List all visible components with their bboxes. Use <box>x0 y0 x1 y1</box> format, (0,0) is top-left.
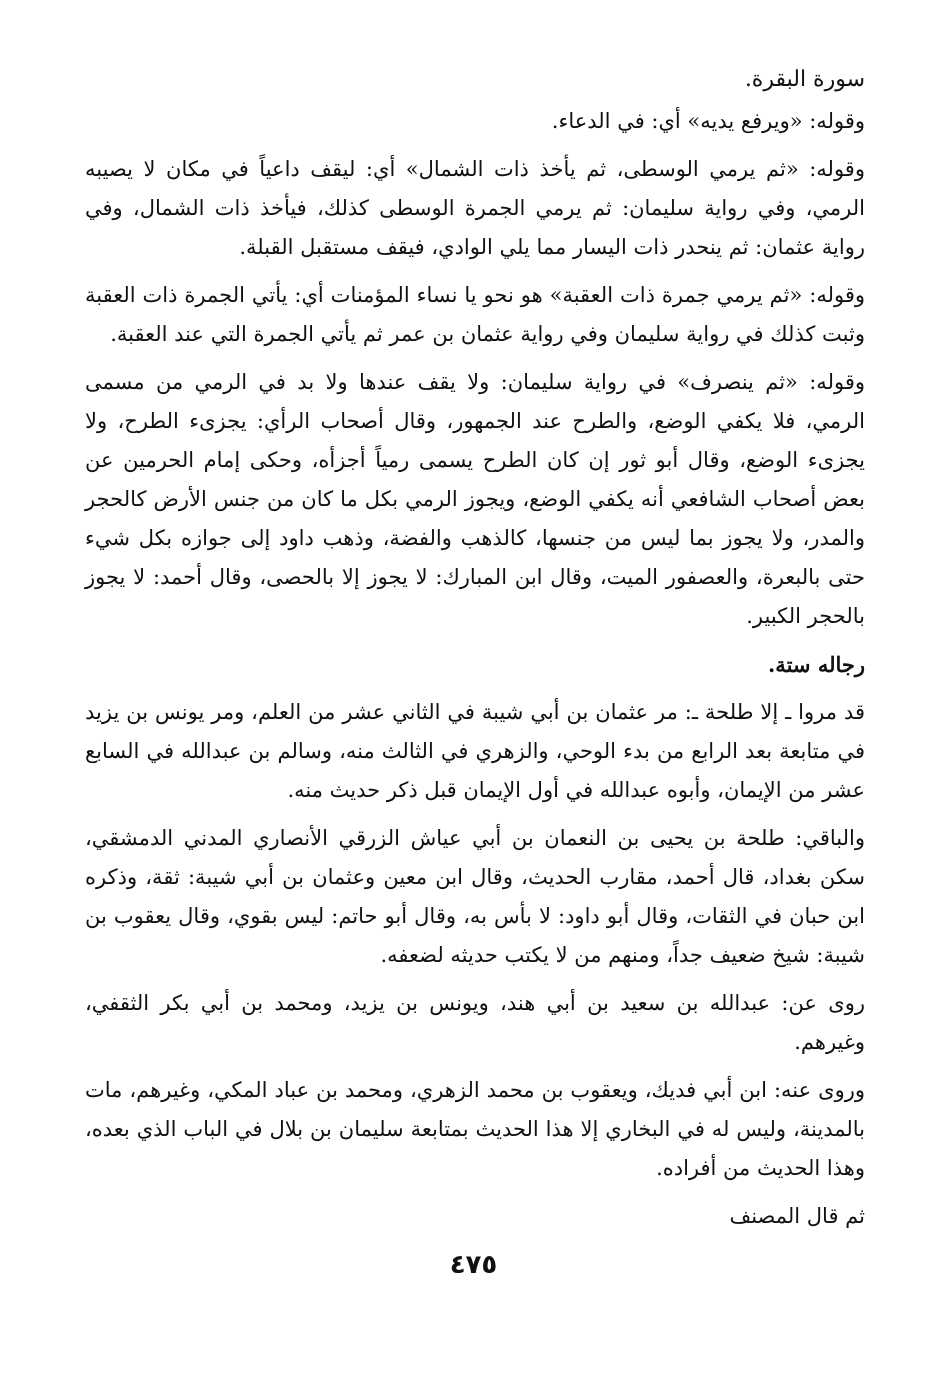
page-body <box>85 60 865 1245</box>
paragraph-narrators-passed: قد مروا ـ إلا طلحة ـ: مر عثمان بن أبي شيبة في الثاني عشر من العلم، ومر يونس بن يزيد في متابعة بعد الرابع من بدء الوحي، والزهري في الثالث منه، وسالم بن عبدالله في السابع عشر من الإيمان، وأبوه عبدالله في أول الإيمان قبل ذكر حديث منه. <box>85 700 865 802</box>
running-head: سورة البقرة. <box>744 67 865 92</box>
paragraph-raising-hands: وقوله: «ويرفع يديه» أي: في الدعاء. <box>551 109 865 133</box>
paragraph-talha-bio: والباقي: طلحة بن يحيى بن النعمان بن أبي عياش الزرقي الأنصاري المدني الدمشقي، سكن بغداد، قال أحمد، مقارب الحديث، وقال ابن معين وعثمان بن أبي شيبة: ثقة، وذكره ابن حبان في الثقات، وقال أبو داود: لا بأس به، وقال أبو حاتم: ليس بقوي، وقال يعقوب بن شيبة: شيخ ضعيف جداً، ومنهم من لا يكتب حديثه لضعفه. <box>85 826 865 967</box>
paragraph-then-leaves: وقوله: «ثم ينصرف» في رواية سليمان: ولا يقف عندها ولا بد في الرمي من مسمى الرمي، فلا يكفي الوضع، والطرح عند الجمهور، وقال أصحاب الرأي: يجزىء الطرح، ولا يجزىء الوضع، وقال أبو ثور إن كان الطرح يسمى رمياً أجزأه، وحكى إمام الحرمين عن بعض أصحاب الشافعي أنه يكفي الوضع، ويجوز الرمي بكل ما كان من جنس الأرض كالحجر والمدر، ولا يجوز بما ليس من جنسها، كالذهب والفضة، وذهب داود إلى جوازه بكل شيء حتى بالبعرة، والعصفور الميت، وقال ابن المبارك: لا يجوز إلا بالحصى، وقال أحمد: لا يجوز بالحجر الكبير. <box>85 370 866 628</box>
paragraph-narrated-by: وروى عنه: ابن أبي فديك، ويعقوب بن محمد الزهري، ومحمد بن عباد المكي، وغيرهم، مات بالمدينة، وليس له في البخاري إلا هذا الحديث بمتابعة سليمان بن بلال في الباب الذي بعده، وهذا الحديث من أفراده. <box>85 1078 865 1180</box>
paragraph-author-said: ثم قال المصنف <box>729 1204 865 1228</box>
paragraph-aqaba-jamra: وقوله: «ثم يرمي جمرة ذات العقبة» هو نحو يا نساء المؤمنات أي: يأتي الجمرة ذات العقبة وثبت كذلك في رواية سليمان وفي رواية عثمان بن عمر ثم يأتي الجمرة التي عند العقبة. <box>85 283 865 346</box>
paragraph-middle-jamra: وقوله: «ثم يرمي الوسطى، ثم يأخذ ذات الشمال» أي: ليقف داعياً في مكان لا يصيبه الرمي، وفي رواية سليمان: ثم يرمي الجمرة الوسطى كذلك، فيأخذ ذات الشمال، وفي رواية عثمان: ثم ينحدر ذات اليسار مما يلي الوادي، فيقف مستقبل القبلة. <box>85 157 865 259</box>
page-number: ٤٧٥ <box>449 1250 498 1280</box>
paragraph-narrated-from: روى عن: عبدالله بن سعيد بن أبي هند، ويونس بن يزيد، ومحمد بن أبي بكر الثقفي، وغيرهم. <box>85 991 865 1054</box>
section-heading-narrators: رجاله ستة. <box>768 652 865 677</box>
